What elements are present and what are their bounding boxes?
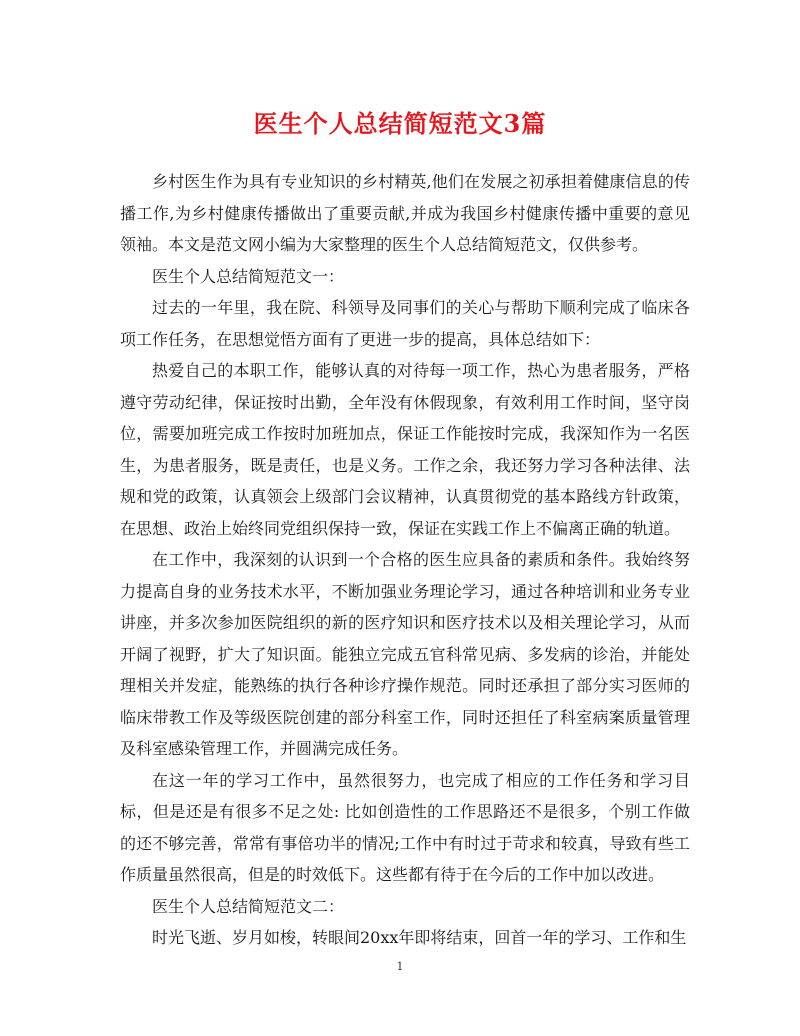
paragraph: 在工作中，我深刻的认识到一个合格的医生应具备的素质和条件。我始终努力提高自身的业务技术水平，不断加强业务理论学习，通过各种培训和业务专业讲座，并多次参加医院组织的新的医疗知识和医疗技术以及相关理论学习，从而开阔了视野，扩大了知识面。能独立完成五官科常见病、多发病的诊治，并能处理相关并发症，能熟练的执行各种诊疗操作规范。同时还承担了部分实习医师的临床带教工作及等级医院创建的部分科室工作，同时还担任了科室病案质量管理及科室感染管理工作，并圆满完成任务。 [120,550,690,758]
paragraph: 时光飞逝、岁月如梭，转眼间20xx年即将结束，回首一年的学习、工作和生 [152,928,687,947]
document-body [120,166,690,954]
page-number: 1 [396,960,404,973]
section-heading-1: 医生个人总结简短范文一： [152,266,345,286]
paragraph: 热爱自己的本职工作，能够认真的对待每一项工作，热心为患者服务，严格遵守劳动纪律，保证按时出勤，全年没有休假现象，有效利用工作时间，坚守岗位，需要加班完成工作按时加班加点，保证工作能按时完成，我深知作为一名医生，为患者服务，既是责任，也是义务。工作之余，我还努力学习各种法律、法规和党的政策，认真领会上级部门会议精神，认真贯彻党的基本路线方针政策，在思想、政治上始终同党组织保持一致，保证在实践工作上不偏离正确的轨道。 [120,361,690,538]
paragraph: 过去的一年里，我在院、科领导及同事们的关心与帮助下顺利完成了临床各项工作任务，在思想觉悟方面有了更进一步的提高，具体总结如下： [120,298,690,349]
paragraph-intro: 乡村医生作为具有专业知识的乡村精英,他们在发展之初承担着健康信息的传播工作,为乡村健康传播做出了重要贡献,并成为我国乡村健康传播中重要的意见领袖。本文是范文网小编为大家整理的医生个人总结简短范文，仅供参考。 [120,172,690,254]
document-title: 医生个人总结简短范文3篇 [253,109,547,138]
section-heading-2: 医生个人总结简短范文二： [152,896,345,916]
paragraph: 在这一年的学习工作中，虽然很努力，也完成了相应的工作任务和学习目标，但是还是有很多不足之处: 比如创造性的工作思路还不是很多，个别工作做的还不够完善，常常有事倍功半的情况;工作中有时过于苛求和较真，导致有些工作质量虽然很高，但是的时效低下。这些都有待于在今后的工作中加以改进。 [120,770,690,884]
